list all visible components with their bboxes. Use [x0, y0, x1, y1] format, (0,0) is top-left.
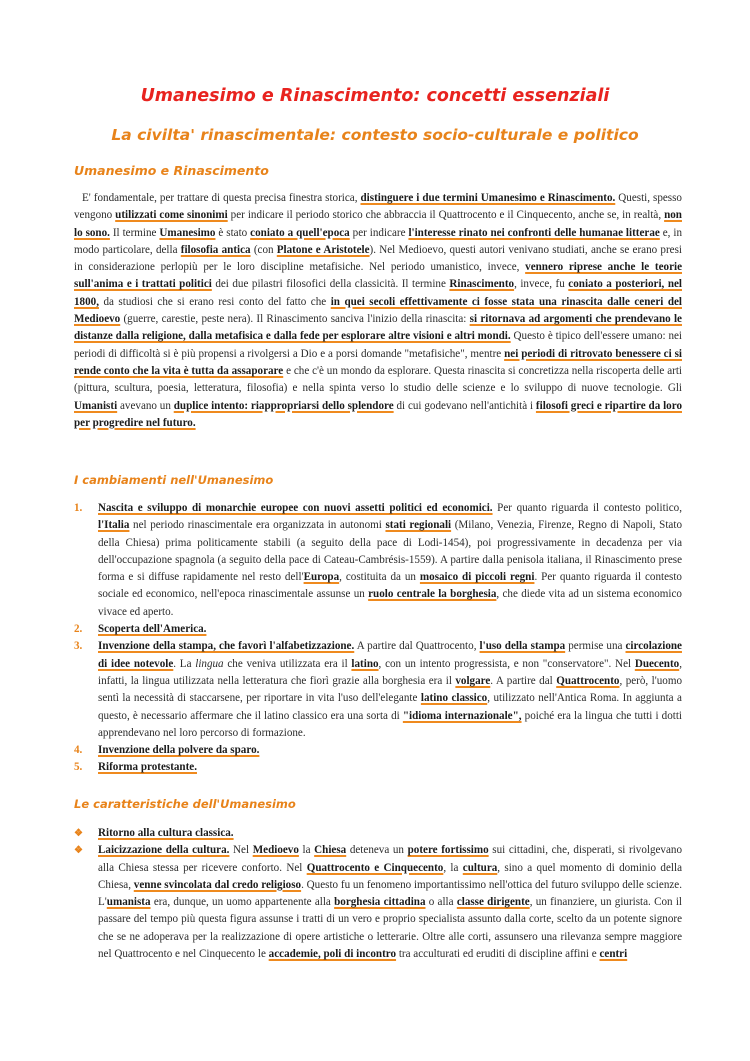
list-item: 5. Riforma protestante. — [74, 759, 682, 776]
list-number: 1. — [74, 502, 83, 514]
diamond-bullet-icon: ❖ — [74, 828, 83, 839]
list-item: 1. Nascita e sviluppo di monarchie europee con nuovi assetti politici ed economici. Per quanto riguarda il contesto politico, l'Italia nel periodo rinascimentale era organizzata in autonomi stati regionali (Milano, Venezia, Firenze, Regno di Napoli, Stato della Chiesa) prima politicamente stabili (a seguito della pace di Lodi-1454), poi progressivamente in decadenza per via dell'occupazione spagnola (a seguito della pace di Cateau-Cambrésis-1559). A partire dalla penisola italiana, il Rinascimento prese forma e si diffuse rapidamente nel resto dell'Europa, costituita da un mosaico di piccoli regni. Per quanto riguarda il contesto sociale ed economico, nell'epoca rinascimentale assunse un ruolo centrale la borghesia, che diede vita ad un sistema economico vivace ed aperto. — [74, 502, 682, 618]
list-item: ❖ Laicizzazione della cultura. Nel Medioevo la Chiesa deteneva un potere fortissimo sui cittadini, che, disperati, si rivolgevano alla Chiesa stessa per ricevere conforto. Nel Quattrocento e Cinquecento, la cultura, sino a quel momento di dominio della Chiesa, venne svincolata dal credo religioso. Questo fu un fenomeno importantissimo nell'ottica del futuro sviluppo delle scienze. L'umanista era, dunque, un uomo appartenente alla borghesia cittadina o alla classe dirigente, un finanziere, un giurista. Con il passare del tempo più questa figura assunse i tratti di un vero e proprio specialista assunto dalla corte, scelto da un potente signore che se ne adoperava per la realizzazione di opere artistiche o letterarie. Oltre alle corti, assunsero una rilevanza sempre maggiore nel Quattrocento e nel Cinquecento le accademie, poli di incontro tra acculturati ed eruditi di discipline affini e centri — [74, 844, 682, 961]
list-item: ❖ Ritorno alla cultura classica. — [74, 825, 682, 842]
section-heading-cambiamenti: I cambiamenti nell'Umanesimo — [74, 473, 274, 487]
section-heading-caratteristiche: Le caratteristiche dell'Umanesimo — [74, 797, 296, 811]
list-number: 5. — [74, 761, 83, 774]
document-title: Umanesimo e Rinascimento: concetti essenziali — [140, 86, 610, 106]
list-number: 2. — [74, 623, 83, 636]
list-item: 3. Invenzione della stampa, che favorì l'alfabetizzazione. A partire dal Quattrocento, l'uso della stampa permise una circolazione di idee notevole. La lingua che veniva utilizzata era il latino, con un intento progressista, e non "conservatore". Nel Duecento, infatti, la lingua utilizzata nella letteratura che fiorì grazie alla borghesia era il volgare. A partire dal Quattrocento, però, l'uomo sentì la necessità di staccarsene, per riportare in vita l'uso dell'elegante latino classico, utilizzato nell'Antica Roma. In aggiunta a questo, è necessario affermare che il latino classico era una sorta di "idioma internazionale", poiché era la lingua che tutti i dotti apprendevano nel loro percorso di formazione. — [74, 640, 682, 739]
section-heading-umanesimo-rinascimento: Umanesimo e Rinascimento — [74, 163, 269, 178]
list-item: 4. Invenzione della polvere da sparo. — [74, 742, 682, 759]
intro-paragraph: E' fondamentale, per trattare di questa precisa finestra storica, distinguere i due termini Umanesimo e Rinascimento. Questi, spesso vengono utilizzati come sinonimi per indicare il periodo storico che abbraccia il Quattrocento e il Cinquecento, anche se, in realtà, non lo sono. Il termine Umanesimo è stato coniato a quell'epoca per indicare l'interesse rinato nei confronti delle humanae litterae e, in modo particolare, della filosofia antica (con Platone e Aristotele). Nel Medioevo, questi autori venivano studiati, anche se erano presi in considerazione perlopiù per le loro discipline metafisiche. Nel periodo umanistico, invece, vennero riprese anche le teorie sull'anima e i trattati politici dei due pilastri filosofici della classicità. Il termine Rinascimento, invece, fu coniato a posteriori, nel 1800, da studiosi che si erano resi conto del fatto che in quei secoli effettivamente ci fosse stata una rinascita dalle ceneri del Medioevo (guerre, carestie, peste nera). Il Rinascimento sanciva l'inizio della rinascita: si ritornava ad argomenti che prendevano le distanze dalla religione, dalla metafisica e dalla fede per esplorare altre visioni e altri mondi. Questo è tipico dell'essere umano: nei periodi di difficoltà si è più propensi a rivolgersi a Dio e a porsi domande "metafisiche", mentre nei periodi di ritrovato benessere ci si rende conto che la vita è tutta da assaporare e che c'è un mondo da esplorare. Questa rinascita si concretizza nella riscoperta delle arti (pittura, scultura, poesia, letteratura, filosofia) e nella spinta verso lo studio delle scienze e lo sviluppo di nuove tecnologie. Gli Umanisti avevano un duplice intento: riappropriarsi dello splendore di cui godevano nell'antichità i filosofi greci e ripartire da loro per progredire nel futuro. — [74, 192, 683, 429]
diamond-bullet-icon: ❖ — [74, 845, 83, 857]
cambiamenti-list — [74, 500, 682, 777]
document-subtitle: La civilta' rinascimentale: contesto socio-culturale e politico — [111, 126, 639, 144]
list-number: 3. — [74, 640, 83, 653]
list-item: 2. Scoperta dell'America. — [74, 621, 682, 638]
caratteristiche-list — [74, 825, 682, 963]
list-number: 4. — [74, 744, 83, 757]
